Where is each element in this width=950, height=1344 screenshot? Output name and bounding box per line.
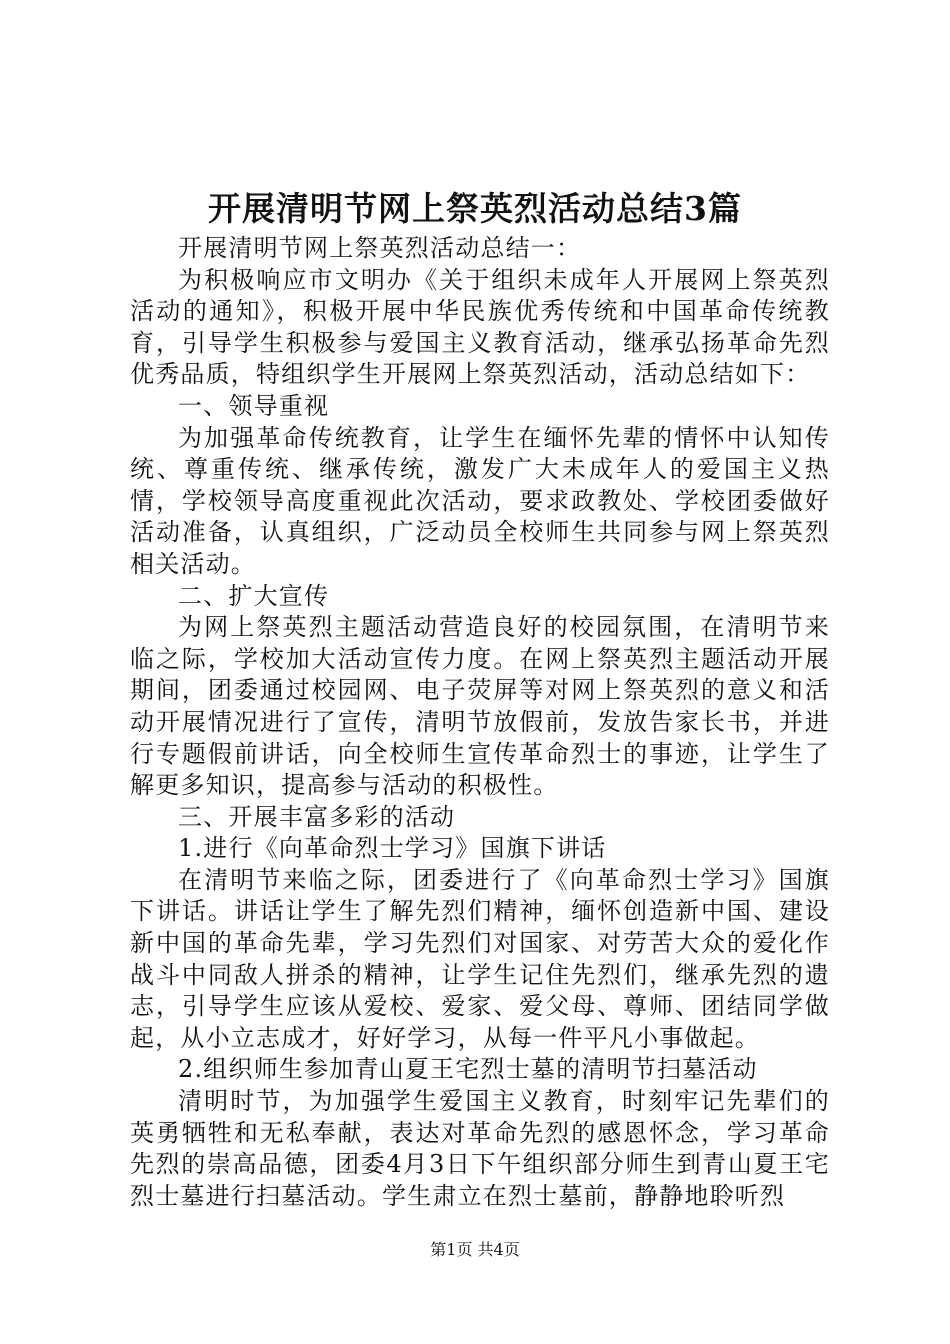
paragraph-section-2: 为网上祭英烈主题活动营造良好的校园氛围，在清明节来临之际，学校加大活动宣传力度。在网上祭英烈主题活动开展期间，团委通过校园网、电子荧屏等对网上祭英烈的意义和活动开展情况进行了宣传，清明节放假前，发放告家长书，并进行专题假前讲话，向全校师生宣传革命烈士的事迹，让学生了解更多知识，提高参与活动的积极性。: [130, 613, 830, 800]
subheading-2: 2.组织师生参加青山夏王宅烈士墓的清明节扫墓活动: [178, 1055, 758, 1084]
subheading-1: 1.进行《向革命烈士学习》国旗下讲话: [178, 834, 607, 863]
section-heading-2: 二、扩大宣传: [178, 581, 330, 610]
section-heading-3: 三、开展丰富多彩的活动: [178, 802, 456, 831]
document-body: [130, 233, 830, 1212]
paragraph-sub-1: 在清明节来临之际，团委进行了《向革命烈士学习》国旗下讲话。讲话让学生了解先烈们精神，缅怀创造新中国、建设新中国的革命先辈，学习先烈们对国家、对劳苦大众的爱化作战斗中同敌人拼杀的精神，让学生记住先烈们，继承先烈的遗志，引导学生应该从爱校、爱家、爱父母、尊师、团结同学做起，从小立志成才，好好学习，从每一件平凡小事做起。: [130, 865, 830, 1052]
document-title: 开展清明节网上祭英烈活动总结3篇: [208, 189, 742, 228]
paragraph-intro-heading: 开展清明节网上祭英烈活动总结一：: [178, 234, 582, 262]
paragraph-section-1: 为加强革命传统教育，让学生在缅怀先辈的情怀中认知传统、尊重传统、继承传统，激发广大未成年人的爱国主义热情，学校领导高度重视此次活动，要求政教处、学校团委做好活动准备，认真组织，广泛动员全校师生共同参与网上祭英烈相关活动。: [130, 423, 830, 578]
page-footer: [0, 1240, 950, 1260]
page-number: 第1页 共4页: [430, 1240, 520, 1259]
section-heading-1: 一、领导重视: [178, 391, 330, 420]
paragraph-intro: 为积极响应市文明办《关于组织未成年人开展网上祭英烈活动的通知》，积极开展中华民族优秀传统和中国革命传统教育，引导学生积极参与爱国主义教育活动，继承弘扬革命先烈优秀品质，特组织学生开展网上祭英烈活动，活动总结如下：: [130, 265, 830, 389]
paragraph-sub-2: 清明时节，为加强学生爱国主义教育，时刻牢记先辈们的英勇牺牲和无私奉献，表达对革命先烈的感恩怀念，学习革命先烈的崇高品德，团委4月3日下午组织部分师生到青山夏王宅烈士墓进行扫墓活动。学生肃立在烈士墓前，静静地聆听烈: [130, 1087, 830, 1210]
